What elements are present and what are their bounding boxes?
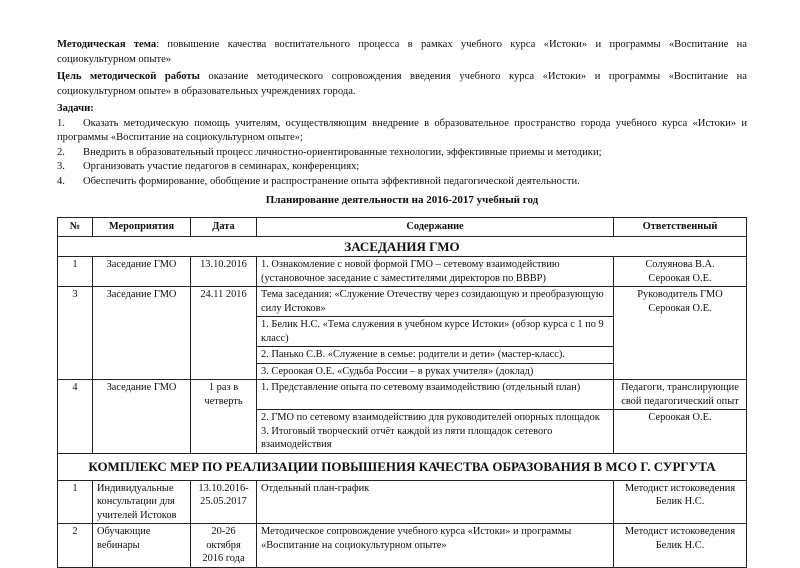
work-goal: Цель методической работы оказание методического сопровождения введения учебного курса «Истоки» и программы «Воспитание на социокультурном опыте» в образовательных учреждениях города.: [57, 71, 747, 97]
cell-content: 1. Белик Н.С. «Тема служения в учебном курсе Истоки» (обзор курса с 1 по 9 класс): [257, 317, 614, 347]
responsible-name: Методист истоковедения: [624, 526, 736, 537]
cell-date: 13.10.2016: [191, 257, 257, 287]
cell-number: 1: [58, 480, 93, 524]
cell-number: 2: [58, 524, 93, 568]
section-heading: КОМПЛЕКС МЕР ПО РЕАЛИЗАЦИИ ПОВЫШЕНИЯ КАЧЕСТВА ОБРАЗОВАНИЯ В МСО Г. СУРГУТА: [58, 453, 747, 480]
header-event: Мероприятия: [93, 218, 191, 237]
cell-responsible: Педагоги, транслирующие свой педагогический опыт: [614, 380, 747, 410]
task-item: 3. Организовать участие педагогов в семинарах, конференциях;: [57, 161, 360, 172]
header-number: №: [58, 218, 93, 237]
table-header: [58, 218, 747, 237]
content-item: 2. ГМО по сетевому взаимодействию для руководителей опорных площадок: [261, 412, 600, 423]
cell-number: 3: [58, 287, 93, 380]
content-item: 3. Итоговый творческий отчёт каждой из пяти площадок сетевого взаимодействия: [261, 425, 553, 450]
intro-section: [57, 38, 747, 189]
table-row: [58, 287, 747, 317]
cell-number: 1: [58, 257, 93, 287]
cell-date: 13.10.2016-25.05.2017: [191, 480, 257, 524]
cell-responsible: Сероокая О.Е.: [614, 410, 747, 454]
cell-event: Индивидуальные консультации для учителей Истоков: [93, 480, 191, 524]
cell-date: 1 раз в четверть: [191, 380, 257, 454]
cell-number: 4: [58, 380, 93, 454]
cell-content: 1. Ознакомление с новой формой ГМО – сетевому взаимодействию (установочное заседание с заместителями директоров по ВВВР): [257, 257, 614, 287]
task-item: 2. Внедрить в образовательный процесс личностно-ориентированные технологии, эффективные приемы и методики;: [57, 146, 602, 158]
cell-event: Заседание ГМО: [93, 287, 191, 380]
table-row: [58, 380, 747, 410]
responsible-name: Солуянова В.А.: [645, 259, 715, 270]
methodical-theme: Методическая тема: повышение качества воспитательного процесса в рамках учебного курса «Истоки» и программы «Воспитание на социокультурном опыте»: [57, 39, 747, 65]
section-heading: ЗАСЕДАНИЯ ГМО: [58, 236, 747, 257]
cell-content: 2. Панько С.В. «Служение в семье: родители и дети» (мастер-класс).: [257, 347, 614, 364]
cell-content: [257, 410, 614, 454]
responsible-name: Белик Н.С.: [655, 496, 705, 507]
table-row: [58, 257, 747, 287]
cell-content: 1. Представление опыта по сетевому взаимодействию (отдельный план): [257, 380, 614, 410]
header-responsible: Ответственный: [614, 218, 747, 237]
task-item: 4. Обеспечить формирование, обобщение и распространение опыта эффективной педагогической деятельности.: [57, 175, 580, 187]
responsible-name: Сероокая О.Е.: [648, 272, 712, 284]
cell-responsible: [614, 524, 747, 568]
cell-content: Методическое сопровождение учебного курса «Истоки» и программы «Воспитание на социокультурном опыте»: [257, 524, 614, 568]
tasks-label: Задачи:: [57, 103, 94, 114]
cell-event: Заседание ГМО: [93, 257, 191, 287]
table-row: [58, 524, 747, 568]
plan-title: Планирование деятельности на 2016-2017 учебный год: [265, 194, 539, 206]
table-row: [58, 480, 747, 524]
cell-date: 24.11 2016: [191, 287, 257, 380]
cell-event: Заседание ГМО: [93, 380, 191, 454]
responsible-name: Методист истоковедения: [624, 482, 736, 494]
task-item: 1. Оказать методическую помощь учителям, осуществляющим внедрение в образовательное пространство города учебного курса «Истоки» и программы «Воспитание на социокультурном опыте»;: [57, 117, 747, 143]
cell-date: 20-26 октября 2016 года: [191, 524, 257, 568]
cell-responsible: [614, 257, 747, 287]
plan-table: [57, 217, 747, 568]
cell-content: Отдельный план-график: [257, 480, 614, 524]
cell-responsible: [614, 480, 747, 524]
responsible-name: Белик Н.С.: [655, 539, 705, 551]
cell-event: Обучающие вебинары: [93, 524, 191, 568]
cell-content: 3. Сероокая О.Е. «Судьба России – в руках учителя» (доклад): [257, 363, 614, 380]
header-date: Дата: [191, 218, 257, 237]
header-content: Содержание: [257, 218, 614, 237]
cell-content: Тема заседания: «Служение Отечеству через созидающую и преобразующую силу Истоков»: [257, 287, 614, 317]
cell-responsible: Руководитель ГМО Сероокая О.Е.: [614, 287, 747, 380]
